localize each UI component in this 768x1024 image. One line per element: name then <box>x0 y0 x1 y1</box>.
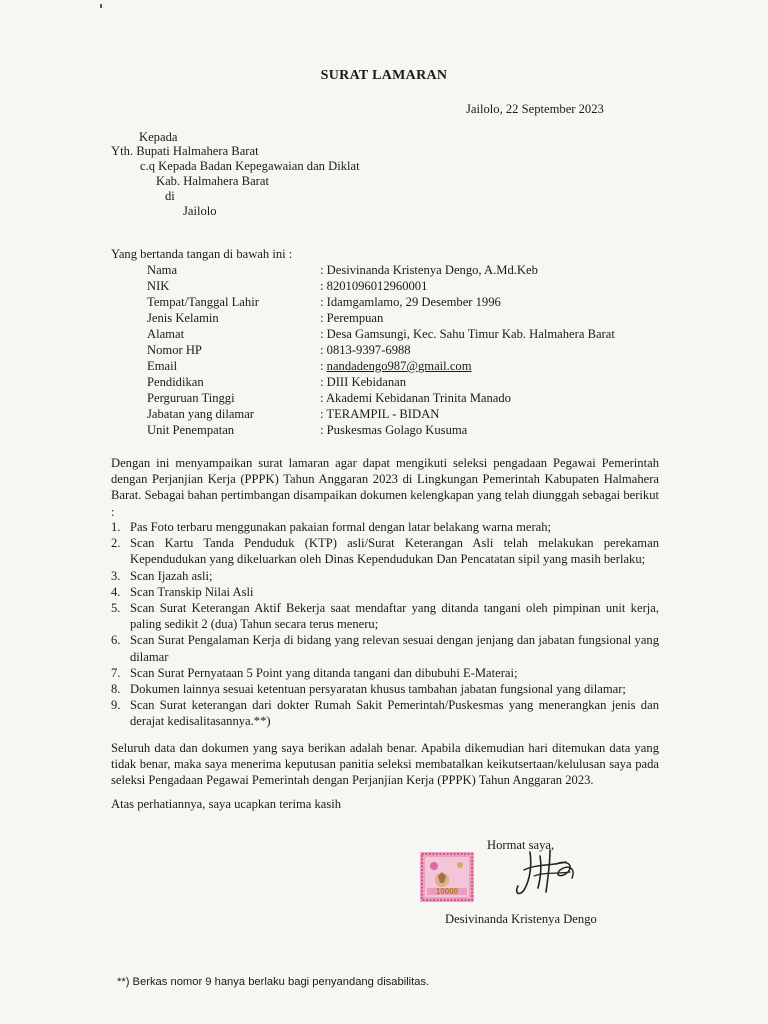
closing-paragraph: Seluruh data dan dokumen yang saya berikan adalah benar. Apabila dikemudian hari ditemukan data yang tidak benar, maka saya menerima keputusan panitia seleksi membatalkan keikutsertaan/kelulusan saya pada seleksi Pengadaan Pegawai Pemerintah dengan Perjanjian Kerja (PPPK) Tahun Anggaran 2023. <box>111 741 659 788</box>
addressee-line2: c.q Kepada Badan Kepegawaian dan Diklat <box>140 159 360 173</box>
list-item-text: Dokumen lainnya sesuai ketentuan persyaratan khusus tambahan jabatan fungsional yang dilamar; <box>130 682 626 697</box>
thanks-line: Atas perhatiannya, saya ucapkan terima kasih <box>111 797 342 811</box>
list-item-text: Scan Surat keterangan dari dokter Rumah Sakit Pemerintah/Puskesmas yang menerangkan jenis dan derajat kedisalitasannya.**) <box>130 698 659 729</box>
letter-title: SURAT LAMARAN <box>320 68 448 83</box>
field-label: Nama <box>147 263 178 277</box>
email-link[interactable]: nandadengo987@gmail.com <box>326 359 472 373</box>
addressee-line4: di <box>165 189 175 203</box>
list-item-text: Scan Transkip Nilai Asli <box>130 584 254 599</box>
field-value: : Desa Gamsungi, Kec. Sahu Timur Kab. Halmahera Barat <box>320 327 615 341</box>
list-item-number: 3. <box>111 568 121 583</box>
list-item-number: 4. <box>111 584 121 599</box>
field-value: : 8201096012960001 <box>320 279 428 293</box>
field-label: Alamat <box>147 327 185 341</box>
list-item-text: Pas Foto terbaru menggunakan pakaian formal dengan latar belakang warna merah; <box>130 520 552 534</box>
list-item-number: 7. <box>111 665 121 680</box>
addressee-line5: Jailolo <box>183 204 217 218</box>
list-item <box>111 681 659 697</box>
field-label: NIK <box>147 279 170 293</box>
list-item-number: 9. <box>111 698 121 713</box>
list-item <box>111 568 659 584</box>
list-item <box>111 519 659 535</box>
field-value: : Idamgamlamo, 29 Desember 1996 <box>320 295 501 309</box>
signatory-name: Desivinanda Kristenya Dengo <box>445 912 597 926</box>
addressee-kepada: Kepada <box>139 130 178 144</box>
field-label: Perguruan Tinggi <box>147 391 235 405</box>
list-item-number: 2. <box>111 536 121 551</box>
list-item-text: Scan Surat Pernyataan 5 Point yang ditanda tangani dan dibubuhi E-Materai; <box>130 665 518 680</box>
field-label: Unit Penempatan <box>147 423 235 437</box>
field-label: Jenis Kelamin <box>147 311 219 325</box>
list-item-text: Scan Surat Keterangan Aktif Bekerja saat mendaftar yang ditanda tangani oleh pimpinan unit kerja, paling sedikit 2 (dua) Tahun secara terus meneru; <box>130 601 659 632</box>
intro-line: Yang bertanda tangan di bawah ini : <box>111 247 293 261</box>
field-value: : Akademi Kebidanan Trinita Manado <box>320 391 511 405</box>
list-item-number: 5. <box>111 601 121 616</box>
stamp-value: 10000 <box>435 887 459 896</box>
list-item-number: 6. <box>111 633 121 648</box>
scan-speck <box>100 4 102 8</box>
regards-line: Hormat saya, <box>487 838 555 852</box>
field-label: Email <box>147 359 178 373</box>
field-value: : Puskesmas Golago Kusuma <box>320 423 468 437</box>
email-prefix: : <box>320 359 327 373</box>
field-label: Jabatan yang dilamar <box>147 407 255 421</box>
field-label: Tempat/Tanggal Lahir <box>147 295 259 309</box>
handwritten-signature <box>510 842 582 900</box>
list-item-text: Scan Kartu Tanda Penduduk (KTP) asli/Surat Keterangan Asli telah melakukan perekaman Kependudukan yang dikeluarkan oleh Dinas Kependudukan Dan Pencatatan sipil yang masih berlaku; <box>130 536 659 567</box>
body-paragraph: Dengan ini menyampaikan surat lamaran agar dapat mengikuti seleksi pengadaan Pegawai Pemerintah dengan Perjanjian Kerja (PPPK) Tahun Anggaran 2023 di Lingkungan Pemerintah Kabupaten Halmahera Barat. Sebagai bahan pertimbangan disampaikan dokumen kelengkapan yang telah diunggah sebagai berikut : <box>111 456 659 519</box>
field-value: : TERAMPIL - BIDAN <box>320 407 440 421</box>
field-value: : DIII Kebidanan <box>320 375 407 389</box>
place-date: Jailolo, 22 September 2023 <box>466 102 604 116</box>
list-item <box>111 697 659 729</box>
list-item <box>111 535 659 567</box>
materai-stamp <box>420 852 474 902</box>
field-value: : 0813-9397-6988 <box>320 343 411 357</box>
field-label: Nomor HP <box>147 343 202 357</box>
document-list <box>111 519 659 730</box>
list-item-text: Scan Ijazah asli; <box>130 568 213 583</box>
list-item <box>111 632 659 664</box>
addressee-line1: Yth. Bupati Halmahera Barat <box>111 144 259 158</box>
field-label: Pendidikan <box>147 375 204 389</box>
list-item <box>111 665 659 681</box>
list-item-text: Scan Surat Pengalaman Kerja di bidang yang relevan sesuai dengan jenjang dan jabatan fungsional yang dilamar <box>130 633 659 664</box>
list-item <box>111 584 659 600</box>
addressee-line3: Kab. Halmahera Barat <box>156 174 269 188</box>
list-item-number: 1. <box>111 520 121 534</box>
list-item-number: 8. <box>111 682 121 697</box>
footnote: **) Berkas nomor 9 hanya berlaku bagi penyandang disabilitas. <box>117 976 430 988</box>
list-item <box>111 600 659 632</box>
field-value <box>320 358 472 374</box>
field-value: : Desivinanda Kristenya Dengo, A.Md.Keb <box>320 263 538 277</box>
field-value: : Perempuan <box>320 311 384 325</box>
